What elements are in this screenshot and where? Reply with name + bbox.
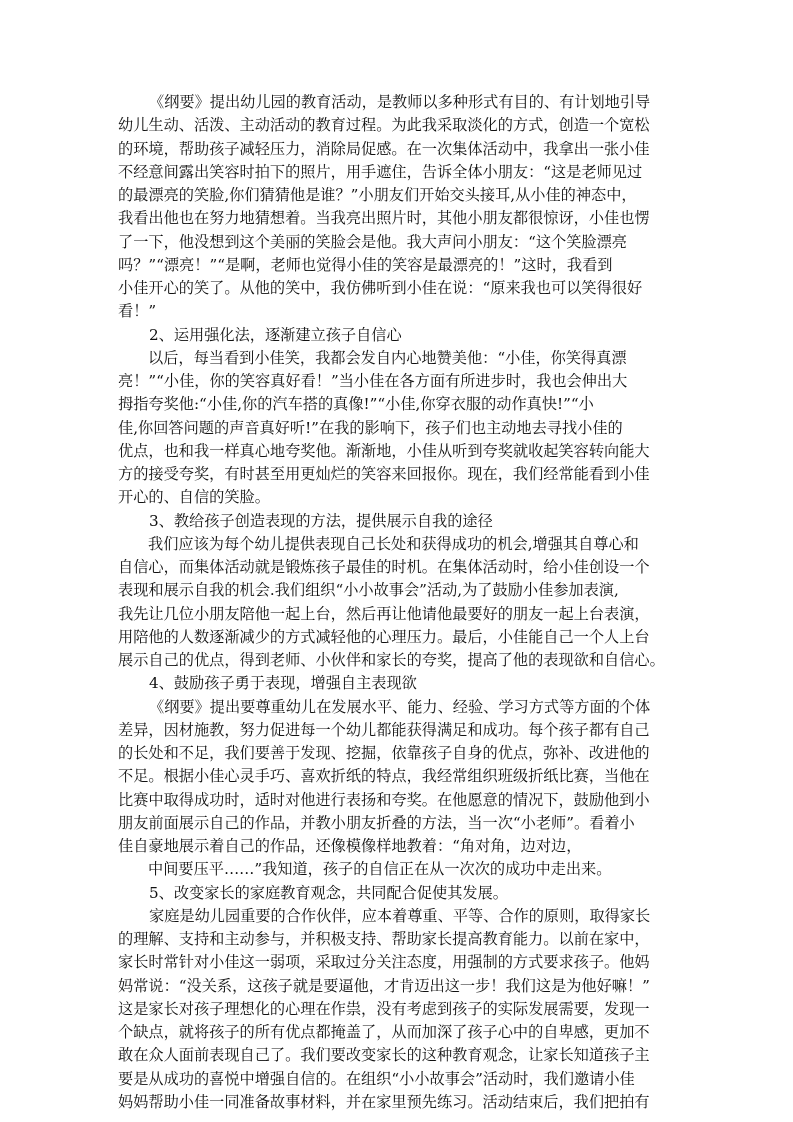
text-line: 吗？”“漂亮！”“是啊，老师也觉得小佳的笑容是最漂亮的！”这时，我看到 (118, 255, 613, 274)
text-line: 妈妈帮助小佳一同准备故事材料，并在家里预先练习。活动结束后，我们把拍有 (118, 1092, 650, 1111)
text-line: 佳自豪地展示着自己的作品，还像模像样地教着：“角对角，边对边， (118, 837, 582, 855)
text-line: 了一下，他没想到这个美丽的笑脸会是他。我大声问小朋友：“这个笑脸漂亮 (118, 232, 627, 251)
text-line: 2、运用强化法，逐渐建立孩子自信心 (149, 325, 402, 344)
text-line: 个缺点，就将孩子的所有优点都掩盖了，从而加深了孩子心中的自卑感，更加不 (118, 1023, 650, 1041)
text-line: 看！” (118, 302, 157, 321)
text-line: 家长时常针对小佳这一弱项，采取过分关注态度，用强制的方式要求孩子。他妈 (118, 953, 650, 972)
text-line: 敢在众人面前表现自己了。我们要改变家长的这种教育观念，让家长知道孩子主 (118, 1046, 650, 1065)
text-line: 中间要压平……”我知道，孩子的自信正在从一次次的成功中走出来。 (148, 860, 612, 879)
text-line: 的最漂亮的笑脸,你们猜猜他是谁？”小朋友们开始交头接耳,从小佳的神态中， (118, 186, 637, 204)
text-line: 4、鼓励孩子勇于表现，增强自主表现欲 (149, 674, 417, 693)
text-line: 《纲要》提出幼儿园的教育活动，是教师以多种形式有目的、有计划地引导 (149, 93, 651, 111)
text-line: 《纲要》提出要尊重幼儿在发展水平、能力、经验、学习方式等方面的个体 (149, 697, 651, 716)
text-line: 朋友前面展示自己的作品，并教小朋友折叠的方法，当一次“小老师”。看着小 (118, 813, 635, 832)
text-line: 我看出他也在努力地猜想着。当我亮出照片时，其他小朋友都很惊讶，小佳也愣 (118, 209, 650, 228)
text-line: 用陪他的人数逐渐减少的方式减轻他的心理压力。最后，小佳能自己一个人上台 (118, 627, 650, 646)
text-line: 展示自己的优点，得到老师、小伙伴和家长的夸奖，提高了他的表现欲和自信心。 (118, 651, 665, 669)
text-line: 的理解、支持和主动参与，并积极支持、帮助家长提高教育能力。以前在家中， (118, 930, 650, 948)
text-line: 这是家长对孩子理想化的心理在作祟，没有考虑到孩子的实际发展需要，发现一 (118, 999, 650, 1018)
text-line: 以后，每当看到小佳笑，我都会发自内心地赞美他：“小佳，你笑得真漂 (148, 348, 627, 367)
text-line: 比赛中取得成功时，适时对他进行表扬和夸奖。在他愿意的情况下，鼓励他到小 (118, 790, 650, 809)
text-line: 不足。根据小佳心灵手巧、喜欢折纸的特点，我经常组织班级折纸比赛，当他在 (118, 767, 650, 786)
text-line: 妈常说：“没关系，这孩子就是要逼他，才肯迈出这一步！我们这是为他好嘛！” (118, 976, 650, 995)
text-line: 幼儿生动、活泼、主动活动的教育过程。为此我采取淡化的方式，创造一个宽松 (118, 116, 650, 135)
text-line: 自信心，而集体活动就是锻炼孩子最佳的时机。在集体活动时，给小佳创设一个 (118, 558, 650, 576)
text-line: 开心的、自信的笑脸。 (118, 488, 270, 507)
text-line: 要是从成功的喜悦中增强自信的。在组织“小小故事会”活动时，我们邀请小佳 (118, 1069, 635, 1088)
text-line: 优点，也和我一样真心地夸奖他。渐渐地，小佳从听到夸奖就收起笑容转向能大 (118, 441, 650, 460)
text-line: 差异，因材施教，努力促进每一个幼儿都能获得满足和成功。每个孩子都有自己 (118, 720, 650, 739)
text-line: 拇指夸奖他:“小佳,你的汽车搭的真像!”“小佳,你穿衣服的动作真快!”“小 (118, 395, 594, 414)
text-line: 的长处和不足，我们要善于发现、挖掘，依靠孩子自身的优点，弥补、改进他的 (118, 744, 650, 762)
text-line: 亮！”“小佳，你的笑容真好看！”当小佳在各方面有所进步时，我也会伸出大 (118, 372, 628, 390)
text-line: 方的接受夸奖，有时甚至用更灿烂的笑容来回报你。现在，我们经常能看到小佳 (118, 465, 650, 483)
document-body (118, 91, 678, 1114)
text-line: 家庭是幼儿园重要的合作伙伴，应本着尊重、平等、合作的原则，取得家长 (149, 906, 651, 925)
text-line: 5、改变家长的家庭教育观念，共同配合促使其发展。 (149, 883, 508, 902)
text-line: 佳,你回答问题的声音真好听!”在我的影响下，孩子们也主动地去寻找小佳的 (118, 418, 623, 437)
text-line: 小佳开心的笑了。从他的笑中，我仿佛听到小佳在说：“原来我也可以笑得很好 (118, 279, 643, 297)
text-line: 我先让几位小朋友陪他一起上台，然后再让他请他最要好的朋友一起上台表演， (118, 604, 650, 623)
text-line: 表现和展示自我的机会.我们组织“小小故事会”活动,为了鼓励小佳参加表演, (118, 581, 619, 600)
text-line: 3、教给孩子创造表现的方法，提供展示自我的途径 (149, 511, 493, 530)
text-line: 不经意间露出笑容时拍下的照片，用手遮住，告诉全体小朋友：“这是老师见过 (118, 162, 643, 181)
text-line: 的环境，帮助孩子减轻压力，消除局促感。在一次集体活动中，我拿出一张小佳 (118, 139, 650, 158)
text-line: 我们应该为每个幼儿提供表现自己长处和获得成功的机会,增强其自尊心和 (148, 534, 639, 553)
